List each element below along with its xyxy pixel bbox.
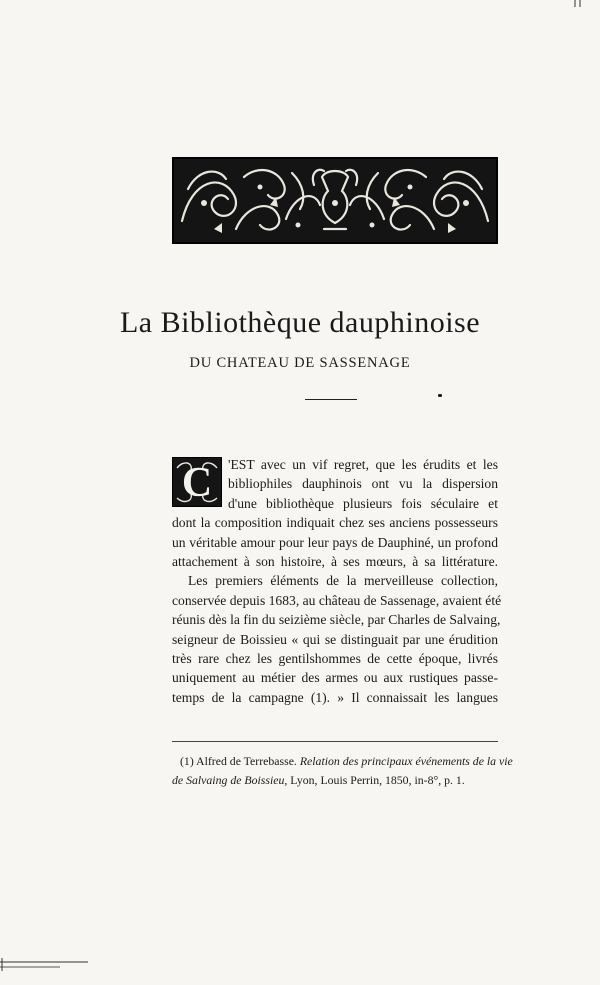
footnote-title-part1: Relation des principaux événements de la vie: [299, 754, 513, 768]
footnote-author: (1) Alfred de Terrebasse.: [180, 754, 300, 768]
body-text: [172, 455, 502, 707]
text-line: bibliophiles dauphinois ont vu la dispersion: [228, 476, 498, 492]
headpiece-ornament: [172, 157, 498, 244]
text-line: dont la composition indiquait chez ses anciens possesseurs: [172, 515, 498, 531]
footnote-line-1: [172, 752, 513, 771]
text-line: réunis dès la fin du seizième siècle, par Charles de Salvaing,: [172, 612, 501, 628]
footnote-title-part2: de Salvaing de Boissieu: [172, 773, 285, 787]
dropcap-letter: C: [181, 460, 213, 506]
paragraph-2: [172, 571, 502, 707]
text-line: attachement à son histoire, à ses mœurs, à sa littérature.: [172, 554, 498, 570]
text-line: très rare chez les gentilshommes de cette époque, livrés: [172, 651, 498, 667]
stray-mark: [438, 394, 442, 397]
article-title: La Bibliothèque dauphinoise: [119, 306, 481, 339]
text-line: temps de la campagne (1). » Il connaissait les langues: [172, 689, 498, 705]
corner-mark: [574, 0, 588, 8]
text-line: Les premiers éléments de la merveilleuse collection,: [188, 573, 498, 589]
text-line: 'EST avec un vif regret, que les érudits et les: [228, 457, 498, 472]
article-subtitle: DU CHATEAU DE SASSENAGE: [189, 355, 411, 371]
footnote: [172, 752, 513, 790]
title-rule: [305, 399, 357, 400]
paragraph-1: [172, 455, 498, 571]
footnote-publication: , Lyon, Louis Perrin, 1850, in-8°, p. 1.: [284, 773, 465, 787]
text-line: un véritable amour pour leur pays de Dauphiné, un profond: [172, 534, 498, 550]
bottom-scan-mark: [0, 958, 90, 972]
text-line: conservée depuis 1683, au château de Sassenage, avaient été: [172, 592, 502, 608]
text-line: seigneur de Boissieu « qui se distinguait par une érudition: [172, 631, 498, 647]
footnote-line-2: [172, 771, 498, 790]
footnote-rule: [172, 741, 498, 742]
text-line: uniquement au métier des armes ou aux rustiques passe-: [172, 670, 498, 686]
text-line: d'une bibliothèque plusieurs fois séculaire et: [228, 495, 498, 511]
